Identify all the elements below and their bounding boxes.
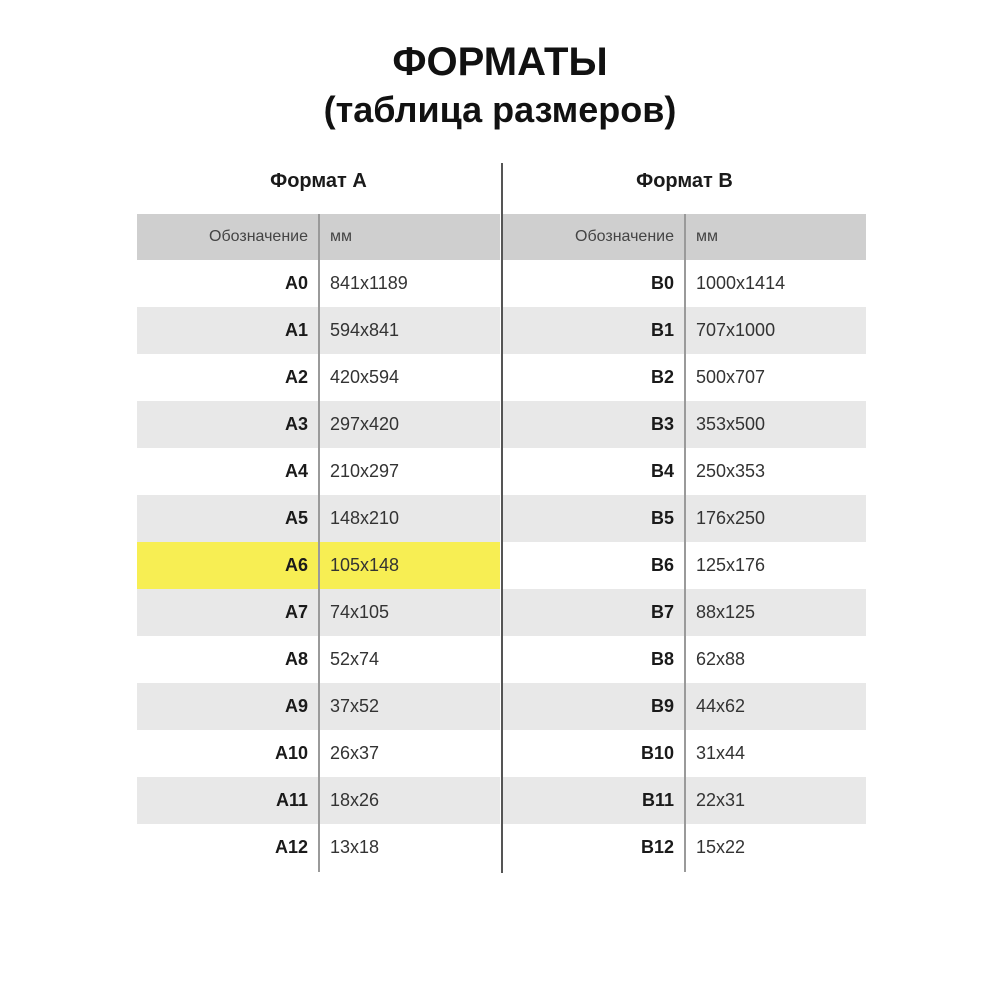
format-size-mm: 22x31 (696, 790, 746, 810)
format-size-mm: 125x176 (696, 555, 766, 575)
format-code: B3 (650, 414, 674, 434)
format-code: A8 (284, 649, 308, 669)
format-code: B10 (640, 743, 674, 763)
format-code: B0 (650, 273, 674, 293)
format-code: A1 (284, 320, 308, 340)
format-size-mm: 62x88 (696, 649, 746, 669)
format-code: B1 (650, 320, 674, 340)
format-size-mm: 250x353 (696, 461, 766, 481)
format-code: A12 (274, 837, 308, 857)
format-size-mm: 841x1189 (330, 273, 408, 293)
format-size-mm: 297x420 (330, 414, 400, 434)
format-code: B4 (650, 461, 674, 481)
format-size-mm: 707x1000 (696, 320, 776, 340)
format-size-mm: 594x841 (330, 320, 400, 340)
format-size-mm: 210x297 (330, 461, 400, 481)
format-code: A4 (284, 461, 308, 481)
format-size-mm: 88x125 (696, 602, 756, 622)
format-a-title: Формат А (270, 170, 367, 192)
header-code: Обозначение (209, 228, 308, 245)
format-size-mm: 44x62 (696, 696, 746, 716)
format-code: B5 (650, 508, 674, 528)
format-size-mm: 37x52 (330, 696, 380, 716)
format-code: B12 (640, 837, 674, 857)
format-size-mm: 500x707 (696, 367, 766, 387)
header-mm: мм (696, 228, 718, 245)
page-subtitle: (таблица размеров) (323, 89, 677, 130)
format-code: A6 (284, 555, 308, 575)
format-size-mm: 26x37 (330, 743, 380, 763)
format-code: B6 (650, 555, 674, 575)
header-code: Обозначение (575, 228, 674, 245)
format-size-mm: 148x210 (330, 508, 400, 528)
format-a-column-line (318, 214, 320, 872)
format-size-mm: 353x500 (696, 414, 766, 434)
format-size-mm: 52x74 (330, 649, 380, 669)
format-code: A5 (284, 508, 308, 528)
format-code: A9 (284, 696, 308, 716)
format-code: A3 (284, 414, 308, 434)
format-code: A11 (275, 790, 308, 810)
format-size-mm: 13x18 (330, 837, 380, 857)
format-code: B8 (650, 649, 674, 669)
format-size-mm: 420x594 (330, 367, 400, 387)
format-code: B7 (650, 602, 674, 622)
format-size-mm: 31x44 (696, 743, 746, 763)
format-code: B9 (650, 696, 674, 716)
format-code: A0 (284, 273, 308, 293)
format-b-title: Формат В (636, 170, 733, 192)
format-size-mm: 15x22 (696, 837, 746, 857)
header-mm: мм (330, 228, 352, 245)
format-code: A10 (274, 743, 308, 763)
format-size-mm: 176x250 (696, 508, 766, 528)
format-code: A2 (284, 367, 308, 387)
format-size-mm: 74x105 (330, 602, 390, 622)
format-size-mm: 105x148 (330, 555, 400, 575)
page-title: ФОРМАТЫ (392, 40, 608, 84)
format-b-column-line (684, 214, 686, 872)
format-code: B11 (641, 790, 674, 810)
format-code: A7 (284, 602, 308, 622)
format-code: B2 (650, 367, 674, 387)
format-size-mm: 18x26 (330, 790, 380, 810)
format-size-mm: 1000x1414 (696, 273, 786, 293)
